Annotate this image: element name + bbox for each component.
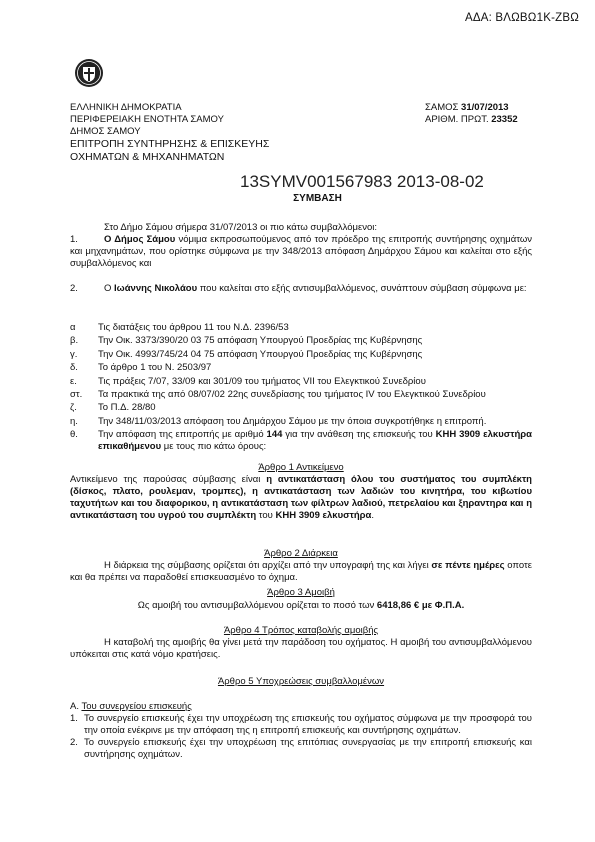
article-3-title: Άρθρο 3 Αμοιβή <box>267 587 335 598</box>
article-1-body: Αντικείμενο της παρούσας σύμβασης είναι η αντικατάσταση όλου του συστήματος του συμπλέκτη (δίσκος, πλατο, ρουλεμαν, τρομπες), η αντικατάσταση των λαδιών του κινητήρα, του κιβωτίου ταχυτήτων και του διαφορικου, η αντικατάσταση των φίλτρων λαδιού, πετρελαίου και ξηραντηρα και η αντικατάσταση του υγρού του συμπλέκτη του ΚΗΗ 3909 ελκυστήρα. <box>70 474 532 521</box>
reference-item: δ. Το άρθρο 1 του Ν. 2503/97 <box>70 362 212 374</box>
issuer-line: ΟΧΗΜΑΤΩΝ & ΜΗΧΑΝΗΜΑΤΩΝ <box>70 151 225 163</box>
document-title: ΣΥΜΒΑΣΗ <box>293 193 342 204</box>
party-2-prefix: Ο <box>104 283 115 294</box>
intro-paragraph: Στο Δήμο Σάμου σήμερα 31/07/2013 οι πιο κάτω συμβαλλόμενοι: <box>104 222 378 233</box>
ada-code: ΑΔΑ: ΒΛΩΒΩ1Κ-ΖΒΩ <box>464 12 579 24</box>
party-2-text: που καλείται στο εξής αντισυμβαλλόμενος, συνάπτουν σύμβαση σύμφωνα με: <box>197 283 527 294</box>
issuer-line: ΕΠΙΤΡΟΠΗ ΣΥΝΤΗΡΗΣΗΣ & ΕΠΙΣΚΕΥΗΣ <box>70 138 270 150</box>
registry-stamp: 13SYMV001567983 2013-08-02 <box>240 172 484 191</box>
reference-item: α Τις διατάξεις του άρθρου 11 του Ν.Δ. 2396/53 <box>70 322 289 333</box>
reference-item: β. Την Οικ. 3373/390/20 03 75 απόφαση Υπουργού Προεδρίας της Κυβέρνησης <box>70 335 423 347</box>
document-date: 31/07/2013 <box>461 102 509 113</box>
article-5-title: Άρθρο 5 Υποχρεώσεις συμβαλλομένων <box>217 676 385 687</box>
list-item: 1. Το συνεργείο επισκευής έχει την υποχρέωση της επισκευής του οχήματος σύμφωνα με την προσφορά του την οποία ενέκρινε με την απόφαση της η επιτροπή επισκευής και συντήρησης οχημάτων. <box>70 713 532 736</box>
reference-item: στ. Τα πρακτικά της από 08/07/02 22ης συνεδρίασης του τμήματος IV του Ελεγκτικού Συνεδρίου <box>70 388 486 400</box>
article-1-title: Άρθρο 1 Αντικείμενο <box>258 462 344 473</box>
party-2 <box>70 283 532 295</box>
reference-item: γ. Την Οικ. 4993/745/24 04 75 απόφαση Υπουργού Προεδρίας της Κυβέρνησης <box>70 348 423 360</box>
party-number: 1. <box>70 234 78 245</box>
article-2-body: Η διάρκεια της σύμβασης ορίζεται ότι αρχίζει από την υπογραφή της και λήγει σε πέντε ημέρες οποτε και θα πρέπει να παραδοθεί επισκευασμένο το όχημα. <box>70 560 532 583</box>
reference-item: ε. Τις πράξεις 7/07, 33/09 και 301/09 του τμήματος VII του Ελεγκτικού Συνεδρίου <box>70 375 426 387</box>
protocol-number: 23352 <box>491 114 518 125</box>
legal-references <box>70 322 532 453</box>
party-number: 2. <box>70 283 78 294</box>
date-protocol-block <box>425 102 518 126</box>
party-2-name: Ιωάννης Νικολάου <box>114 283 198 294</box>
article-3-body: Ως αμοιβή του αντισυμβαλλόμενου ορίζεται το ποσό των 6418,86 € με Φ.Π.Α. <box>137 600 465 611</box>
article-4-title: Άρθρο 4 Τρόπος καταβολής αμοιβής <box>223 625 379 636</box>
article-2-title: Άρθρο 2 Διάρκεια <box>264 548 338 559</box>
party-1 <box>70 234 532 270</box>
reference-item: η. Την 348/11/03/2013 απόφαση του Δημάρχου Σάμου με την όποια συγκροτήθηκε η επιτροπή. <box>70 415 487 427</box>
obligations-list <box>70 713 532 761</box>
greek-emblem-icon <box>74 58 104 88</box>
article-4-body: Η καταβολή της αμοιβής θα γίνει μετά την παράδοση του οχήματος. Η αμοιβή του αντισυμβαλλόμενου υπόκειται στις κατά νόμο κρατήσεις. <box>70 637 532 660</box>
party-1-name: Ο Δήμος Σάμου <box>104 234 176 245</box>
issuer-line: ΔΗΜΟΣ ΣΑΜΟΥ <box>70 126 141 137</box>
list-item: 2. Το συνεργείο επισκευής έχει την υποχρέωση της επιτόπιας συνεργασίας με την επιτροπή επισκευής και συντήρησης οχημάτων. <box>70 737 532 760</box>
issuer-header <box>70 102 269 164</box>
issuer-line: ΠΕΡΙΦΕΡΕΙΑΚΗ ΕΝΟΤΗΤΑ ΣΑΜΟΥ <box>70 114 224 125</box>
party-1-text: νόμιμα εκπροσωπούμενος από τον πρόεδρο της επιτροπής συντήρησης οχημάτων και μηχανημάτων, που ορίστηκε σύμφωνα με την 348/2013 απόφαση Δημάρχου Σάμου και καλείται στο εξής συμβαλλόμενος και <box>70 234 532 269</box>
article-5-subsection: Α. Του συνεργείου επισκευής <box>70 701 192 712</box>
reference-item: θ. Την απόφαση της επιτροπής με αριθμό 144 για την ανάθεση της επισκευής του ΚΗΗ 3909 ελκυστήρα επικαθήμενου με τους πιο κάτω όρους: <box>70 429 532 453</box>
place-label: ΣΑΜΟΣ <box>425 102 462 113</box>
protocol-label: ΑΡΙΘΜ. ΠΡΩΤ. <box>425 114 492 125</box>
reference-item: ζ. Το Π.Δ. 28/80 <box>70 402 156 414</box>
issuer-line: ΕΛΛΗΝΙΚΗ ΔΗΜΟΚΡΑΤΙΑ <box>70 102 182 113</box>
